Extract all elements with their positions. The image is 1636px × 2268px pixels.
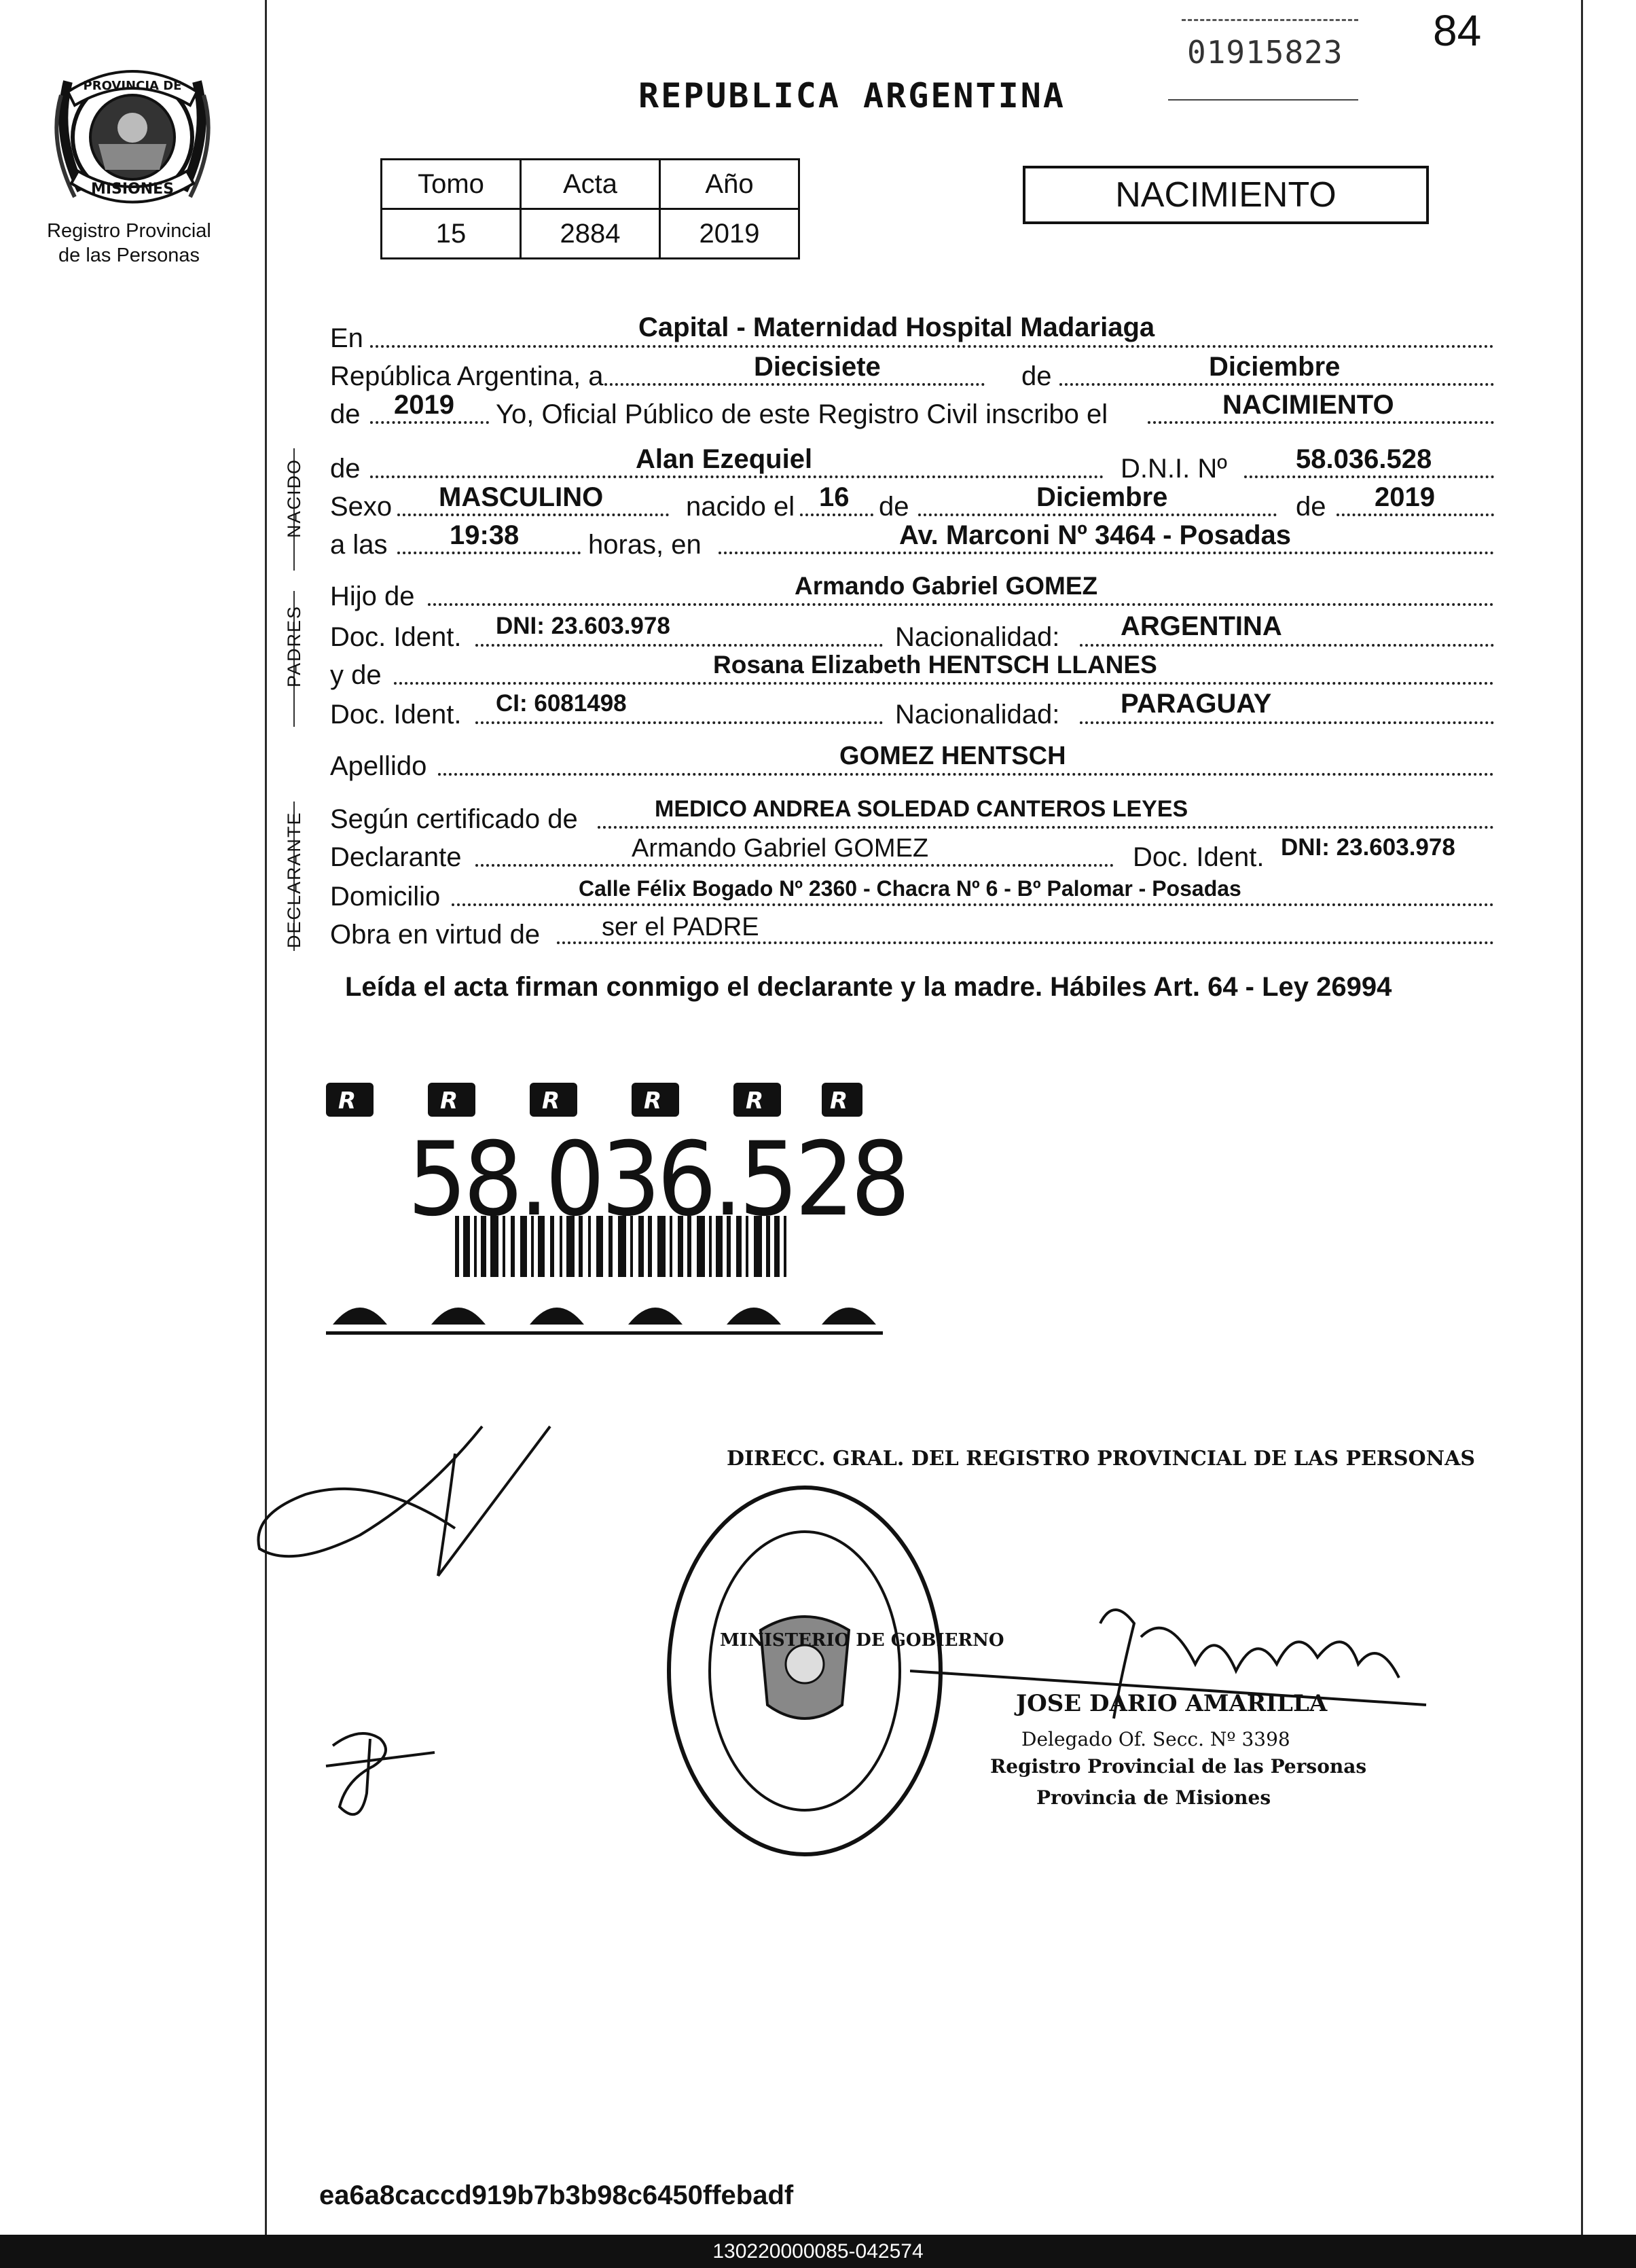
label-hijo-de: Hijo de bbox=[330, 581, 415, 611]
logo-caption-line1: Registro Provincial bbox=[47, 220, 211, 242]
dots-en bbox=[370, 345, 1494, 348]
value-dia: Diecisiete bbox=[754, 352, 881, 382]
table-header-tomo: Tomo bbox=[382, 160, 521, 209]
dots-padre-nac bbox=[1080, 644, 1494, 647]
dots-madre bbox=[394, 682, 1494, 685]
label-segun: Según certificado de bbox=[330, 804, 578, 834]
table-value-acta: 2884 bbox=[521, 209, 660, 259]
value-nac-anio: 2019 bbox=[1375, 482, 1435, 512]
value-domicilio-nac: Av. Marconi Nº 3464 - Posadas bbox=[899, 520, 1292, 550]
dots-declarante bbox=[475, 864, 1114, 867]
dots-inscripcion bbox=[1148, 421, 1494, 424]
svg-text:R: R bbox=[440, 1087, 458, 1115]
logo-caption-line2: de las Personas bbox=[58, 245, 200, 266]
dots-nac-anio bbox=[1337, 514, 1494, 516]
tomo-acta-anio-table bbox=[380, 158, 800, 259]
value-anio: 2019 bbox=[394, 390, 454, 420]
value-declarante: Armando Gabriel GOMEZ bbox=[632, 834, 929, 863]
value-lugar: Capital - Maternidad Hospital Madariaga bbox=[638, 312, 1155, 342]
value-sexo: MASCULINO bbox=[439, 482, 604, 512]
label-de-3: de bbox=[879, 492, 909, 522]
legal-note: Leída el acta firman conmigo el declarante y la madre. Hábiles Art. 64 - Ley 26994 bbox=[345, 972, 1392, 1002]
value-mes: Diciembre bbox=[1209, 352, 1341, 382]
province-seal-logo bbox=[41, 54, 224, 217]
official-registry: Registro Provincial de las Personas bbox=[990, 1755, 1367, 1778]
dots-dia bbox=[604, 383, 985, 386]
svg-text:MISIONES: MISIONES bbox=[90, 181, 175, 198]
stamp-ring-text: DIRECC. GRAL. DEL REGISTRO PROVINCIAL DE LAS PERSONAS bbox=[727, 1447, 1476, 1471]
table-header-anio: Año bbox=[660, 160, 799, 209]
label-sexo: Sexo bbox=[330, 492, 393, 522]
dni-sticker-number: 58.036.528 bbox=[407, 1121, 907, 1239]
signature-2 bbox=[319, 1712, 455, 1834]
label-nacionalidad-padre: Nacionalidad: bbox=[895, 622, 1060, 652]
dots-nac-dia bbox=[800, 514, 873, 516]
label-de-1: de bbox=[1021, 361, 1052, 391]
label-dni: D.N.I. Nº bbox=[1121, 454, 1227, 484]
page-title: REPUBLICA ARGENTINA bbox=[638, 76, 1066, 115]
label-y-de: y de bbox=[330, 660, 382, 690]
value-certificado: MEDICO ANDREA SOLEDAD CANTEROS LEYES bbox=[655, 796, 1188, 822]
dots-dni bbox=[1244, 475, 1494, 478]
document-hash: ea6a8caccd919b7b3b98c6450ffebadf bbox=[319, 2180, 794, 2210]
footer-code: 130220000085-042574 bbox=[0, 2235, 1636, 2268]
svg-text:PROVINCIA DE: PROVINCIA DE bbox=[83, 79, 182, 93]
official-title: Delegado Of. Secc. Nº 3398 bbox=[1021, 1728, 1290, 1750]
label-nacido-el: nacido el bbox=[686, 492, 795, 522]
label-en: En bbox=[330, 323, 363, 353]
official-stamp bbox=[659, 1474, 951, 1868]
dots-sexo bbox=[397, 514, 669, 516]
dots-apellido bbox=[438, 773, 1494, 776]
label-nacionalidad-madre: Nacionalidad: bbox=[895, 700, 1060, 730]
label-doc-padre: Doc. Ident. bbox=[330, 622, 462, 652]
dots-hora bbox=[397, 552, 581, 554]
serial-underline bbox=[1168, 99, 1358, 101]
value-apellido: GOMEZ HENTSCH bbox=[839, 742, 1066, 770]
label-doc-declarante: Doc. Ident. bbox=[1133, 842, 1265, 872]
label-horas-en: horas, en bbox=[588, 530, 702, 560]
table-value-tomo: 15 bbox=[382, 209, 521, 259]
section-declarante: DECLARANTE bbox=[284, 811, 304, 948]
value-hora: 19:38 bbox=[450, 520, 520, 550]
value-padre-nac: ARGENTINA bbox=[1121, 611, 1282, 641]
dots-mes bbox=[1059, 383, 1494, 386]
dots-padre-doc bbox=[475, 644, 883, 647]
section-padres: PADRES bbox=[284, 605, 304, 687]
label-doc-madre: Doc. Ident. bbox=[330, 700, 462, 730]
dots-padre bbox=[428, 603, 1494, 606]
value-madre-nac: PARAGUAY bbox=[1121, 689, 1272, 719]
svg-text:R: R bbox=[338, 1087, 357, 1115]
value-inscripcion: NACIMIENTO bbox=[1222, 390, 1394, 420]
label-a-las: a las bbox=[330, 530, 388, 560]
label-apellido: Apellido bbox=[330, 751, 427, 781]
label-yo: Yo, Oficial Público de este Registro Civil inscribo el bbox=[496, 399, 1108, 429]
left-margin-line bbox=[265, 0, 267, 2235]
act-type-box: NACIMIENTO bbox=[1023, 166, 1429, 224]
dots-domicilio-nac bbox=[719, 552, 1494, 554]
table-value-anio: 2019 bbox=[660, 209, 799, 259]
value-nombre: Alan Ezequiel bbox=[636, 444, 813, 474]
table-header-acta: Acta bbox=[521, 160, 660, 209]
label-obra: Obra en virtud de bbox=[330, 920, 541, 950]
official-province: Provincia de Misiones bbox=[1036, 1786, 1271, 1809]
svg-text:R: R bbox=[542, 1087, 560, 1115]
label-domicilio: Domicilio bbox=[330, 882, 441, 912]
svg-text:R: R bbox=[830, 1087, 848, 1115]
value-nac-dia: 16 bbox=[819, 482, 850, 512]
signature-1 bbox=[251, 1413, 591, 1617]
value-domicilio: Calle Félix Bogado Nº 2360 - Chacra Nº 6 - Bº Palomar - Posadas bbox=[579, 876, 1241, 901]
dots-anio bbox=[370, 421, 489, 424]
dots-domicilio bbox=[452, 903, 1494, 906]
official-name: JOSE DARIO AMARILLA bbox=[1016, 1690, 1328, 1717]
label-republica: República Argentina, a bbox=[330, 361, 604, 391]
value-padre-doc: DNI: 23.603.978 bbox=[496, 613, 670, 639]
value-madre: Rosana Elizabeth HENTSCH LLANES bbox=[713, 651, 1157, 679]
dots-madre-nac bbox=[1080, 721, 1494, 724]
value-madre-doc: CI: 6081498 bbox=[496, 690, 627, 717]
dots-nac-mes bbox=[918, 514, 1277, 516]
value-nac-mes: Diciembre bbox=[1036, 482, 1168, 512]
value-declarante-doc: DNI: 23.603.978 bbox=[1281, 834, 1455, 861]
dots-certificado bbox=[598, 826, 1494, 829]
page-number: 84 bbox=[1433, 6, 1482, 55]
label-declarante: Declarante bbox=[330, 842, 462, 872]
svg-text:R: R bbox=[746, 1087, 764, 1115]
value-dni: 58.036.528 bbox=[1296, 444, 1432, 474]
serial-number: 01915823 bbox=[1187, 34, 1343, 71]
value-obra: ser el PADRE bbox=[602, 913, 759, 941]
stamp-inner-text: MINISTERIO DE GOBIERNO bbox=[720, 1630, 1004, 1651]
dots-madre-doc bbox=[475, 721, 883, 724]
svg-text:R: R bbox=[644, 1087, 662, 1115]
label-de-nombre: de bbox=[330, 454, 361, 484]
dots-nombre bbox=[370, 475, 1104, 478]
right-margin-line bbox=[1581, 0, 1583, 2235]
logo-caption bbox=[20, 219, 238, 268]
label-de-2: de bbox=[330, 399, 361, 429]
serial-tick-marks bbox=[1182, 19, 1358, 22]
section-nacido: NACIDO bbox=[284, 458, 304, 538]
value-padre: Armando Gabriel GOMEZ bbox=[795, 572, 1098, 600]
label-de-4: de bbox=[1296, 492, 1326, 522]
